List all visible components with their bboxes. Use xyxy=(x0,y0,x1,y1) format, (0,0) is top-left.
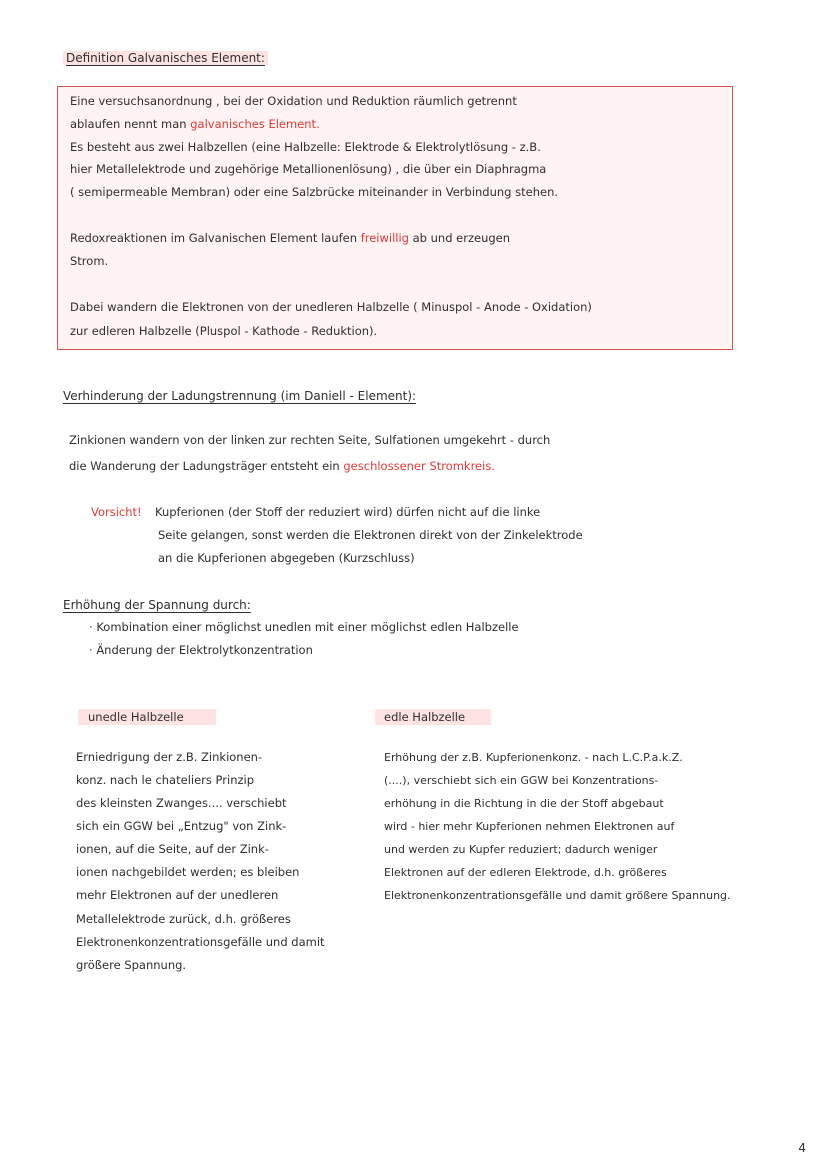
definition-highlight: freiwillig xyxy=(360,231,409,245)
edle-line: Erhöhung der z.B. Kupferionenkonz. - nach L.C.P.a.k.Z. xyxy=(384,751,683,764)
prevention-line-1: Zinkionen wandern von der linken zur rechten Seite, Sulfationen umgekehrt - durch xyxy=(69,433,551,447)
unedle-line: konz. nach le chateliers Prinzip xyxy=(76,773,255,787)
bullet-item: · Kombination einer möglichst unedlen mit einer möglichst edlen Halbzelle xyxy=(89,620,519,634)
prevention-line-2: die Wanderung der Ladungsträger entsteht ein geschlossener Stromkreis. xyxy=(69,459,495,473)
definition-line: Es besteht aus zwei Halbzellen (eine Halbzelle: Elektrode & Elektrolytlösung - z.B. xyxy=(70,140,541,154)
definition-highlight: galvanisches Element. xyxy=(190,117,320,131)
increase-title: Erhöhung der Spannung durch: xyxy=(63,598,251,612)
unedle-line: ionen, auf die Seite, auf der Zink- xyxy=(76,842,269,856)
unedle-line: sich ein GGW bei „Entzug" von Zink- xyxy=(76,819,287,833)
unedle-line: Elektronenkonzentrationsgefälle und damit xyxy=(76,935,325,949)
edle-line: und werden zu Kupfer reduziert; dadurch weniger xyxy=(384,843,658,856)
closed-circuit-highlight: geschlossener Stromkreis. xyxy=(343,459,495,473)
definition-title: Definition Galvanisches Element: xyxy=(63,52,268,64)
definition-line: Strom. xyxy=(70,254,109,268)
definition-line: ablaufen nennt man galvanisches Element. xyxy=(70,117,320,131)
unedle-line: Metallelektrode zurück, d.h. größeres xyxy=(76,912,291,926)
edle-line: Elektronenkonzentrationsgefälle und damit größere Spannung. xyxy=(384,889,731,902)
edle-line: (....), verschiebt sich ein GGW bei Konzentrations- xyxy=(384,774,659,787)
edle-title: edle Halbzelle xyxy=(384,710,466,724)
unedle-line: mehr Elektronen auf der unedleren xyxy=(76,888,279,902)
unedle-line: größere Spannung. xyxy=(76,958,187,972)
caution-line-3: an die Kupferionen abgegeben (Kurzschluss) xyxy=(158,551,415,565)
bullet-dot-icon: · xyxy=(89,620,93,634)
unedle-line: des kleinsten Zwanges.... verschiebt xyxy=(76,796,287,810)
definition-line: ( semipermeable Membran) oder eine Salzbrücke miteinander in Verbindung stehen. xyxy=(70,185,559,199)
unedle-line: Erniedrigung der z.B. Zinkionen- xyxy=(76,750,263,764)
edle-line: erhöhung in die Richtung in die der Stoff abgebaut xyxy=(384,797,664,810)
definition-line: hier Metallelektrode und zugehörige Metallionenlösung) , die über ein Diaphragma xyxy=(70,162,547,176)
definition-line: Redoxreaktionen im Galvanischen Element laufen freiwillig ab und erzeugen xyxy=(70,231,511,245)
bullet-dot-icon: · xyxy=(89,643,93,657)
prevention-title: Verhinderung der Ladungstrennung (im Daniell - Element): xyxy=(63,389,417,403)
unedle-title: unedle Halbzelle xyxy=(88,710,184,724)
caution-label: Vorsicht! xyxy=(91,505,142,519)
definition-line: Eine versuchsanordnung , bei der Oxidation und Reduktion räumlich getrennt xyxy=(70,94,517,108)
caution-line-2: Seite gelangen, sonst werden die Elektronen direkt von der Zinkelektrode xyxy=(158,528,583,542)
caution-line-1: Kupferionen (der Stoff der reduziert wird) dürfen nicht auf die linke xyxy=(155,505,541,519)
unedle-line: ionen nachgebildet werden; es bleiben xyxy=(76,865,300,879)
definition-line: Dabei wandern die Elektronen von der unedleren Halbzelle ( Minuspol - Anode - Oxidation) xyxy=(70,300,592,314)
edle-line: Elektronen auf der edleren Elektrode, d.h. größeres xyxy=(384,866,667,879)
bullet-item: · Änderung der Elektrolytkonzentration xyxy=(89,643,313,657)
definition-line: zur edleren Halbzelle (Pluspol - Kathode - Reduktion). xyxy=(70,324,378,338)
page-number: 4 xyxy=(798,1141,806,1155)
edle-line: wird - hier mehr Kupferionen nehmen Elektronen auf xyxy=(384,820,675,833)
